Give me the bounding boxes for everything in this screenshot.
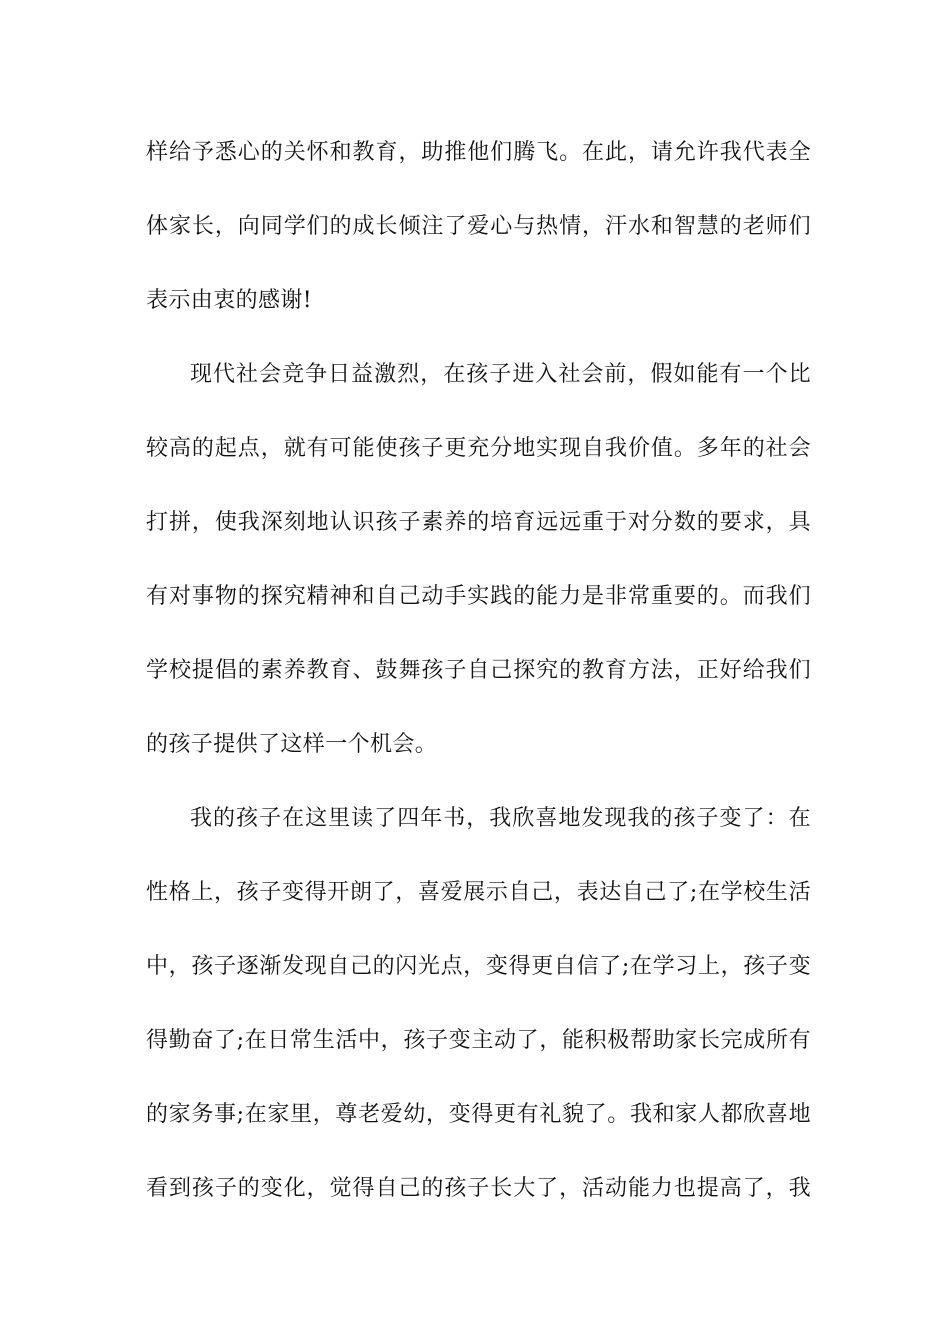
text-line: 中，孩子逐渐发现自己的闪光点，变得更自信了;在学习上，孩子变 (146, 954, 811, 979)
text-line: 较高的起点，就有可能使孩子更充分地实现自我价值。多年的社会 (146, 436, 811, 461)
text-line: 有对事物的探究精神和自己动手实践的能力是非常重要的。而我们 (146, 584, 811, 609)
text-line: 体家长，向同学们的成长倾注了爱心与热情，汗水和智慧的老师们 (146, 214, 811, 239)
text-line: 打拼，使我深刻地认识孩子素养的培育远远重于对分数的要求，具 (146, 510, 811, 535)
paragraph-first-line: 我的孩子在这里读了四年书，我欣喜地发现我的孩子变了：在 (190, 806, 811, 831)
text-line: 表示由衷的感谢! (146, 288, 313, 313)
text-line: 性格上，孩子变得开朗了，喜爱展示自己，表达自己了;在学校生活 (146, 880, 811, 905)
paragraph-first-line: 现代社会竞争日益激烈，在孩子进入社会前，假如能有一个比 (190, 362, 811, 387)
text-line: 样给予悉心的关怀和教育，助推他们腾飞。在此，请允许我代表全 (146, 140, 811, 165)
text-line: 看到孩子的变化，觉得自己的孩子长大了，活动能力也提高了，我 (146, 1176, 811, 1201)
text-line: 的家务事;在家里，尊老爱幼，变得更有礼貌了。我和家人都欣喜地 (146, 1102, 811, 1127)
text-line: 得勤奋了;在日常生活中，孩子变主动了，能积极帮助家长完成所有 (146, 1028, 811, 1053)
document-body (146, 127, 811, 1237)
text-line: 的孩子提供了这样一个机会。 (146, 732, 438, 757)
text-line: 学校提倡的素养教育、鼓舞孩子自己探究的教育方法，正好给我们 (146, 658, 811, 683)
